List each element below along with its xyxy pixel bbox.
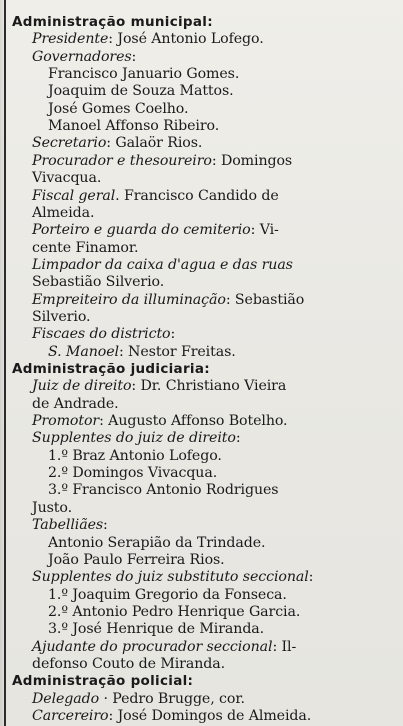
line-label: Porteiro e guarda do cemiterio [32, 222, 251, 239]
directory-line [32, 413, 287, 430]
directory-line [48, 344, 236, 361]
directory-line [48, 118, 219, 135]
directory-line [32, 517, 108, 534]
line-text: Vivacqua. [32, 170, 102, 187]
directory-line [32, 205, 94, 222]
directory-line [32, 326, 175, 343]
line-text: : Augusto Affonso Botelho. [99, 413, 288, 430]
line-text: : [131, 48, 137, 65]
directory-line [48, 448, 222, 465]
directory-line [48, 482, 278, 499]
line-label: Fiscaes do districto [32, 326, 171, 343]
line-text: Almeida. [32, 204, 95, 221]
line-text: : Sebastião [225, 291, 305, 308]
line-text: Silverio. [32, 308, 91, 325]
directory-line [32, 309, 90, 326]
line-text: Antonio Serapião da Trindade. [48, 534, 266, 551]
section-heading [12, 14, 213, 31]
line-text: · Pedro Brugge, cor. [99, 690, 245, 707]
directory-line [32, 656, 225, 673]
line-label: Fiscal geral [32, 187, 116, 204]
line-text: 1.º Braz Antonio Lofego. [48, 447, 222, 464]
line-label: Carcereiro [32, 708, 109, 724]
directory-line [48, 604, 300, 621]
line-text: Sebastião Silverio. [32, 274, 165, 291]
directory-line [32, 135, 202, 152]
line-text: : Domingos [211, 152, 293, 169]
line-text: : José Domingos de Almeida. [108, 708, 312, 724]
directory-line [32, 292, 304, 309]
line-text: : Vi- [250, 222, 279, 239]
directory-line [32, 691, 245, 708]
directory-line [48, 535, 265, 552]
line-text: 3.º José Henrique de Miranda. [48, 621, 265, 638]
directory-line [48, 66, 239, 83]
directory-line [32, 153, 292, 170]
line-text: 2.º Domingos Vivacqua. [48, 465, 218, 482]
directory-line [32, 49, 136, 66]
line-text: defonso Couto de Miranda. [32, 655, 226, 672]
line-text: 1.º Joaquim Gregorio da Fonseca. [48, 586, 287, 603]
line-text: : José Antonio Lofego. [108, 31, 264, 48]
line-text: João Paulo Ferreira Rios. [48, 551, 225, 568]
line-text: Administração policial: [12, 673, 194, 690]
directory-line [32, 188, 279, 205]
line-label: S. Manoel [48, 343, 119, 360]
line-label: Procurador e thesoureiro [32, 152, 212, 169]
line-text: Francisco Januario Gomes. [48, 66, 240, 83]
line-label: Presidente [32, 31, 109, 48]
directory-line [48, 552, 225, 569]
line-label: Empreiteiro da illuminação [32, 291, 226, 308]
directory-line [32, 257, 293, 274]
line-text: 2.º Antonio Pedro Henrique Garcia. [48, 603, 301, 620]
line-label: Ajudante do procurador seccional [32, 638, 273, 655]
line-text: : Il- [272, 638, 297, 655]
line-label: Secretario [32, 135, 107, 152]
line-label: Limpador da caixa d'agua e das ruas [32, 256, 293, 273]
directory-line [32, 170, 101, 187]
line-label: Juiz de direito [32, 378, 132, 395]
line-text: José Gomes Coelho. [48, 100, 189, 117]
directory-line [32, 378, 286, 395]
directory-line [32, 31, 264, 48]
line-text: : Dr. Christiano Vieira [131, 378, 287, 395]
line-text: : Galaör Rios. [106, 135, 203, 152]
directory-line [32, 639, 296, 656]
line-text: . Francisco Candido de [115, 187, 279, 204]
directory-line [32, 396, 119, 413]
directory-line [48, 465, 217, 482]
line-text: de Andrade. [32, 395, 119, 412]
line-text: : Nestor Freitas. [118, 343, 236, 360]
line-text: Joaquim de Souza Mattos. [48, 83, 234, 100]
line-label: Tabelliães [32, 517, 104, 534]
line-text: 3.º Francisco Antonio Rodrigues [48, 482, 279, 499]
directory-line [48, 101, 188, 118]
line-label: Delegado [32, 690, 100, 707]
line-text: Justo. [32, 499, 73, 516]
directory-line [32, 500, 72, 517]
directory-line [32, 430, 241, 447]
line-text: Manoel Affonso Ribeiro. [48, 118, 220, 135]
directory-line [48, 587, 287, 604]
directory-line [32, 708, 311, 725]
directory-line [32, 274, 164, 291]
directory-line [48, 621, 264, 638]
line-label: Governadores [32, 48, 132, 65]
line-text: : [103, 517, 108, 534]
line-text: : [170, 326, 176, 343]
section-heading [12, 673, 193, 690]
line-text: : [308, 569, 314, 586]
line-text: cente Finamor. [32, 239, 139, 256]
line-label: Supplentes do juiz substituto seccional [32, 569, 309, 586]
directory-line [48, 83, 234, 100]
directory-line [32, 222, 279, 239]
line-text: : [235, 430, 241, 447]
section-heading [12, 361, 210, 378]
column-rule [4, 0, 6, 726]
line-text: Administração judiciaria: [12, 361, 210, 377]
directory-line [32, 569, 313, 586]
line-text: Administração municipal: [12, 14, 213, 30]
line-label: Supplentes do juiz de direito [32, 430, 236, 447]
directory-line [32, 240, 138, 257]
line-label: Promotor [32, 413, 100, 430]
